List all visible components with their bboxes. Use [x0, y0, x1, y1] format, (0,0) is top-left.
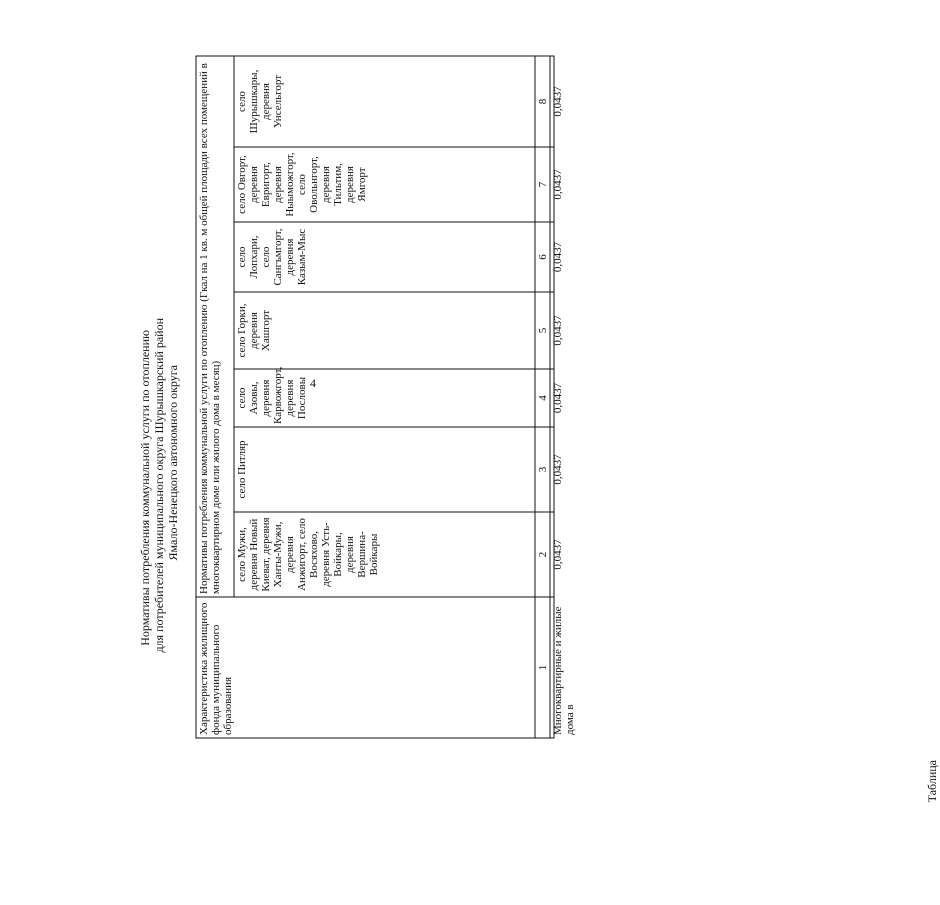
subheader-6: село Лопхари, село Сангъмгорт, деревня Казым-Мыс [236, 228, 308, 286]
title-line-3: Ямало-Ненецкого автономного округа [166, 365, 180, 561]
colnum-3: 3 [537, 466, 549, 473]
subheader-5: село Горки, деревня Хашгорт [236, 303, 272, 358]
colnum-1: 1 [537, 664, 549, 671]
value-4: 0,0437 [552, 382, 564, 414]
value-6: 0,0437 [552, 241, 564, 273]
title-line-1: Нормативы потребления коммунальной услуги по отоплению [138, 330, 152, 646]
page-number: 4 [310, 376, 316, 390]
table-label: Таблица [925, 760, 939, 803]
subheader-4: село Азовы, деревня Карвожгорт, деревня Пословы [236, 366, 308, 424]
subheader-8: село Шурышкары, деревня Унсельгорт [236, 69, 284, 134]
colnum-2: 2 [537, 551, 549, 558]
value-7: 0,0437 [552, 169, 564, 200]
subheader-3: село Питляр [236, 440, 248, 499]
value-5: 0,0437 [552, 315, 564, 346]
subheader-7: село Овгорт, деревня Евригорт, деревня Ныыможгорт, село Овольнгорт, деревня Тильтим, деревня Ямгорт [236, 152, 368, 217]
colnum-7: 7 [537, 181, 549, 188]
title-line-2: для потребителей муниципального округа Шурышкарский район [152, 318, 166, 653]
value-2: 0,0437 [552, 539, 564, 570]
colnum-6: 6 [537, 254, 549, 260]
subheader-2: село Мужи, деревня Новый Киеват, деревня Ханты-Мужи, деревня Анжигорт, село Восяхово, деревня Усть-Войкары, деревня Вершина-Войкары [236, 517, 380, 592]
value-8: 0,0437 [552, 86, 564, 117]
colnum-5: 5 [537, 327, 549, 334]
row-label: Многоквартирные и жилые дома в [552, 606, 576, 735]
colnum-8: 8 [537, 98, 549, 105]
value-3: 0,0437 [552, 454, 564, 485]
header-span: Нормативы потребления коммунальной услуги по отоплению (Гкал на 1 кв. м общей площади всех помещений в многоквартирном доме или жилого дома в месяц) [198, 63, 222, 594]
colnum-4: 4 [537, 395, 549, 401]
header-col1: Характеристика жилищного фонда муниципального образования [198, 602, 234, 735]
